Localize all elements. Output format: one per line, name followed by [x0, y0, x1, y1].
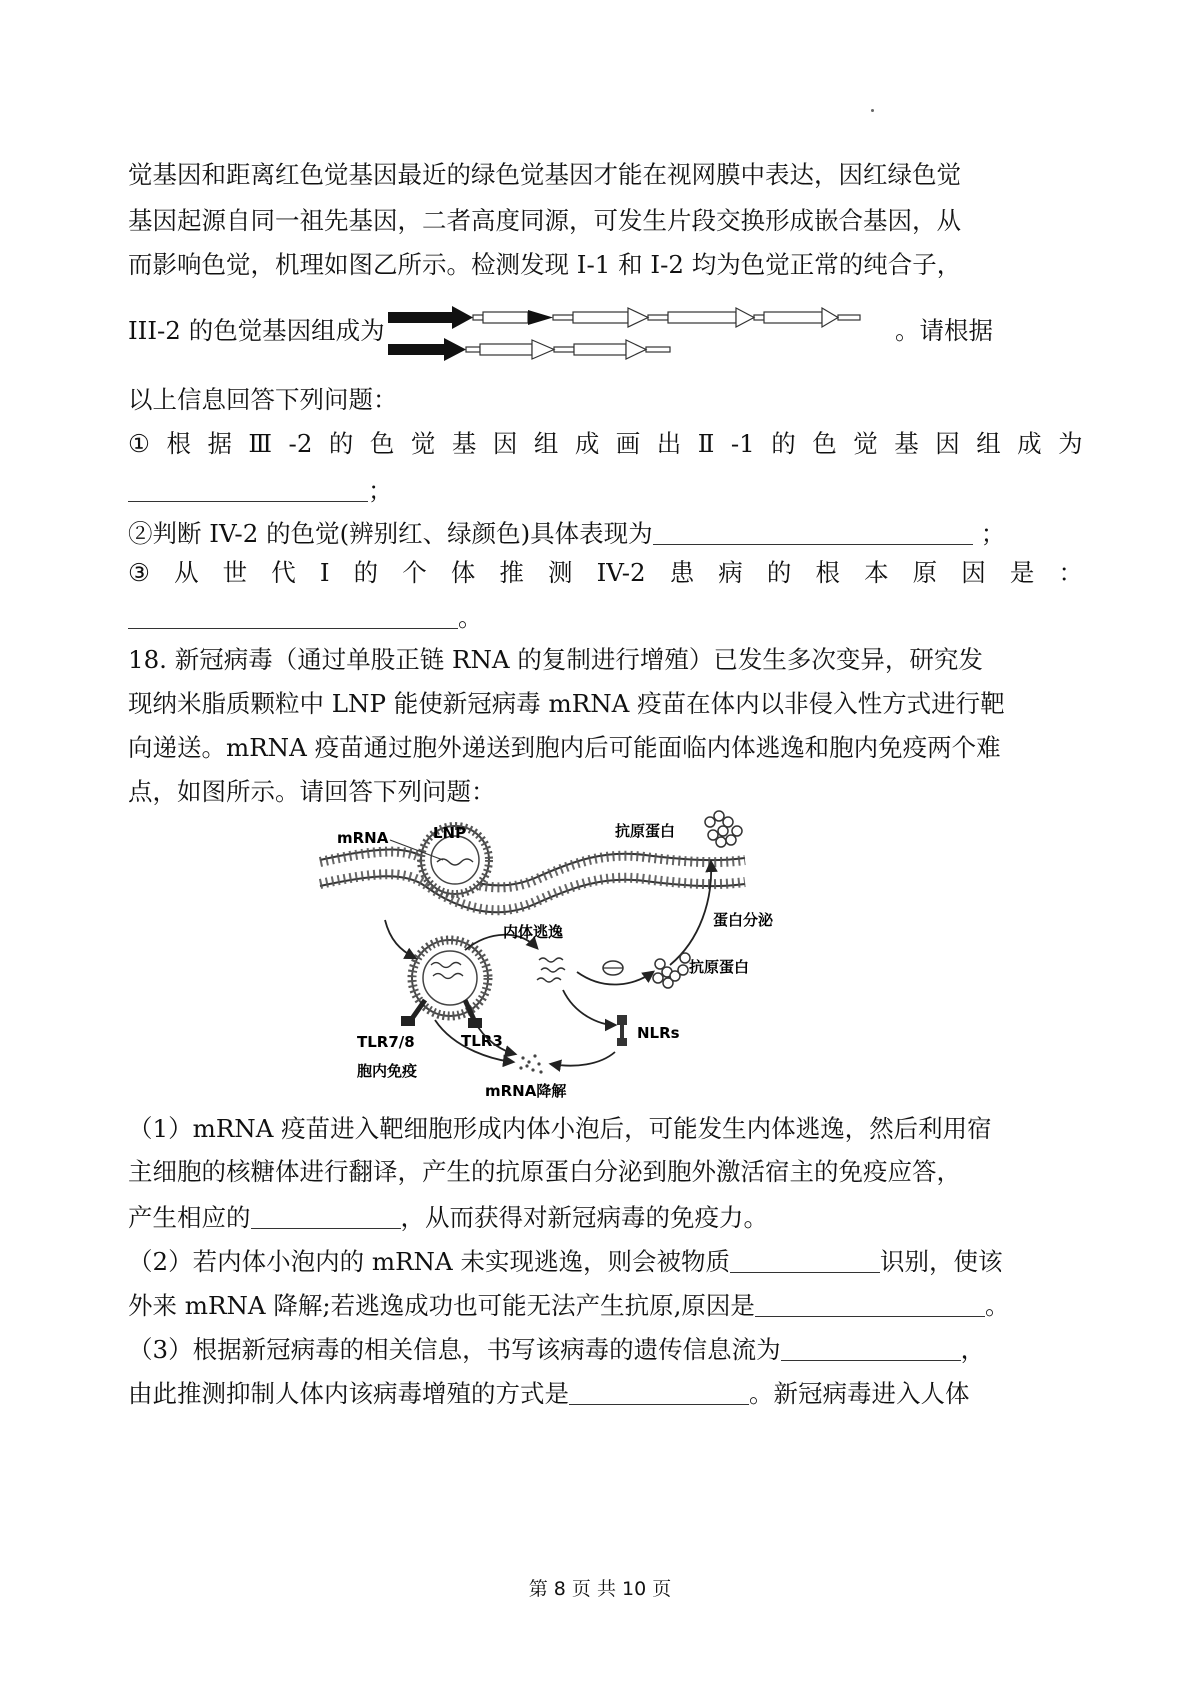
q1-token: 组 — [976, 429, 1001, 458]
q1-token: ① — [128, 429, 150, 458]
cell-membrane — [320, 850, 745, 913]
q3-token: ③ — [128, 558, 150, 587]
q3-token: 个 — [402, 558, 427, 587]
antigen-chain-top — [705, 811, 742, 847]
q1-token: 的 — [328, 429, 354, 458]
q3-token: 原 — [912, 558, 938, 587]
q18-line-1: 18. 新冠病毒（通过单股正链 RNA 的复制进行增殖）已发生多次变异，研究发 — [128, 645, 983, 674]
gene-row-1 — [388, 306, 860, 329]
q18-line-3: 向递送。mRNA 疫苗通过胞外递送到胞内后可能面临内体逃逸和胞内免疫两个难 — [128, 733, 1001, 762]
label-antigen-top: 抗原蛋白 — [615, 822, 676, 840]
q1-token: 出 — [656, 429, 682, 458]
gene-line-prefix: III-2 的色觉基因组成为 — [128, 316, 385, 345]
q1-token: Ⅱ — [697, 429, 715, 458]
q1-token: 组 — [533, 429, 559, 458]
q3-token: I — [319, 558, 330, 587]
gene-row-2 — [388, 338, 670, 361]
q18-line-2: 现纳米脂质颗粒中 LNP 能使新冠病毒 mRNA 疫苗在体内以非侵入性方式进行靶 — [128, 689, 1005, 718]
text-line-3: 而影响色觉，机理如图乙所示。检测发现 I-1 和 I-2 均为色觉正常的纯合子， — [128, 250, 962, 279]
q3-token: 根 — [815, 558, 840, 587]
speck — [871, 109, 874, 112]
q1-token: 觉 — [410, 429, 436, 458]
q3-token: 因 — [961, 558, 986, 587]
q3-token: 本 — [864, 558, 889, 587]
label-lnp: LNP — [433, 824, 467, 842]
q3-token: 测 — [548, 558, 573, 587]
q1-token: -2 — [288, 429, 313, 458]
escaped-mrna — [537, 958, 565, 982]
q3-token: 是 — [1009, 558, 1035, 587]
q2-answer-blank[interactable] — [653, 520, 973, 545]
page-footer: 第 8 页 共 10 页 — [528, 1578, 672, 1600]
p3-l2b: 。新冠病毒进入人体 — [749, 1379, 970, 1408]
q1-answer-line — [128, 477, 393, 504]
p3-answer-blank-2[interactable] — [569, 1380, 749, 1405]
ribosome-icon — [603, 961, 623, 975]
q3-token: IV-2 — [596, 558, 646, 587]
p2-l1a: （2）若内体小泡内的 mRNA 未实现逃逸，则会被物质 — [128, 1247, 730, 1276]
q2-line — [128, 520, 1005, 547]
q1-answer-blank[interactable] — [128, 477, 368, 502]
nlrs-icon — [617, 1015, 627, 1046]
p2-line-2 — [128, 1292, 1009, 1319]
q1-token: 为 — [1058, 429, 1083, 458]
label-tlr3: TLR3 — [461, 1032, 503, 1050]
q3-token: 世 — [222, 558, 248, 587]
text-line-2: 基因起源自同一祖先基因，二者高度同源，可发生片段交换形成嵌合基因，从 — [128, 206, 961, 235]
p2-l2b: 。 — [984, 1291, 1010, 1320]
p1-l3b: ，从而获得对新冠病毒的免疫力。 — [400, 1203, 768, 1232]
q2-end: ； — [980, 519, 1006, 548]
label-mrna: mRNA — [337, 829, 389, 847]
label-antigen-mid: 抗原蛋白 — [689, 958, 750, 976]
q18-line-4: 点，如图所示。请回答下列问题： — [128, 777, 496, 806]
q1-token: 因 — [935, 429, 960, 458]
tlr78-receptor — [401, 1000, 425, 1026]
q3-token: 代 — [271, 558, 296, 587]
q1-token: 根 — [166, 429, 191, 458]
gene-composition-diagram — [388, 303, 868, 365]
q3-token: 病 — [718, 558, 743, 587]
antigen-chain-mid — [653, 953, 690, 988]
q1-token: 色 — [369, 429, 395, 458]
q3-token: 从 — [174, 558, 199, 587]
q1-token: 的 — [771, 429, 796, 458]
label-secretion: 蛋白分泌 — [713, 911, 774, 929]
p3-line-1 — [128, 1336, 985, 1363]
text-line-after-gene: 以上信息回答下列问题： — [128, 385, 398, 414]
q1-line — [128, 429, 1083, 458]
p1-answer-blank[interactable] — [251, 1204, 401, 1229]
q3-token: 的 — [766, 558, 792, 587]
q3-line — [128, 558, 1083, 587]
p1-line-3 — [128, 1204, 768, 1231]
q1-end: ； — [368, 476, 393, 505]
p1-line-1: （1）mRNA 疫苗进入靶细胞形成内体小泡后，可能发生内体逃逸，然后利用宿 — [128, 1114, 992, 1143]
degraded-mrna — [519, 1054, 542, 1073]
gene-line-suffix: 。请根据 — [895, 316, 993, 345]
p2-l1b: 识别，使该 — [879, 1247, 1003, 1276]
p2-line-1 — [128, 1248, 1002, 1275]
p2-answer-blank-1[interactable] — [730, 1248, 880, 1273]
q1-token: 据 — [207, 429, 232, 458]
q1-token: 画 — [615, 429, 641, 458]
p2-answer-blank-2[interactable] — [755, 1292, 985, 1317]
p3-answer-blank-1[interactable] — [781, 1336, 961, 1361]
q3-end: 。 — [458, 603, 483, 632]
p2-l2a: 外来 mRNA 降解;若逃逸成功也可能无法产生抗原,原因是 — [128, 1291, 755, 1320]
q1-token: 成 — [1017, 429, 1042, 458]
p1-line-2: 主细胞的核糖体进行翻译，产生的抗原蛋白分泌到胞外激活宿主的免疫应答， — [128, 1157, 961, 1186]
q1-token: 色 — [812, 429, 837, 458]
q1-token: 因 — [492, 429, 518, 458]
p3-line-2 — [128, 1380, 970, 1407]
q1-token: 觉 — [853, 429, 878, 458]
mrna-vaccine-diagram — [315, 800, 775, 1100]
q3-token: ： — [1058, 558, 1083, 587]
label-immunity: 胞内免疫 — [357, 1062, 418, 1080]
q3-token: 推 — [499, 558, 524, 587]
q3-token: 患 — [669, 558, 695, 587]
q1-token: 基 — [451, 429, 477, 458]
text-line-1: 觉基因和距离红色觉基因最近的绿色觉基因才能在视网膜中表达，因红绿色觉 — [128, 160, 961, 189]
q2-text: ②判断 IV-2 的色觉(辨别红、绿颜色)具体表现为 — [128, 519, 653, 548]
q3-token: 体 — [450, 558, 476, 587]
q1-token: -1 — [730, 429, 755, 458]
label-degradation: mRNA降解 — [485, 1082, 567, 1100]
q3-token: 的 — [353, 558, 379, 587]
q1-token: Ⅲ — [248, 429, 273, 458]
p3-l1b: ， — [960, 1335, 986, 1364]
label-escape: 内体逃逸 — [503, 923, 564, 941]
label-nlrs: NLRs — [637, 1024, 680, 1042]
q3-answer-line — [128, 604, 483, 631]
q1-token: 成 — [574, 429, 600, 458]
p3-l2a: 由此推测抑制人体内该病毒增殖的方式是 — [128, 1379, 569, 1408]
q1-token: 基 — [894, 429, 919, 458]
label-tlr78: TLR7/8 — [357, 1033, 415, 1051]
q3-answer-blank[interactable] — [128, 604, 458, 629]
p1-l3a: 产生相应的 — [128, 1203, 251, 1232]
p3-l1a: （3）根据新冠病毒的相关信息，书写该病毒的遗传信息流为 — [128, 1335, 781, 1364]
